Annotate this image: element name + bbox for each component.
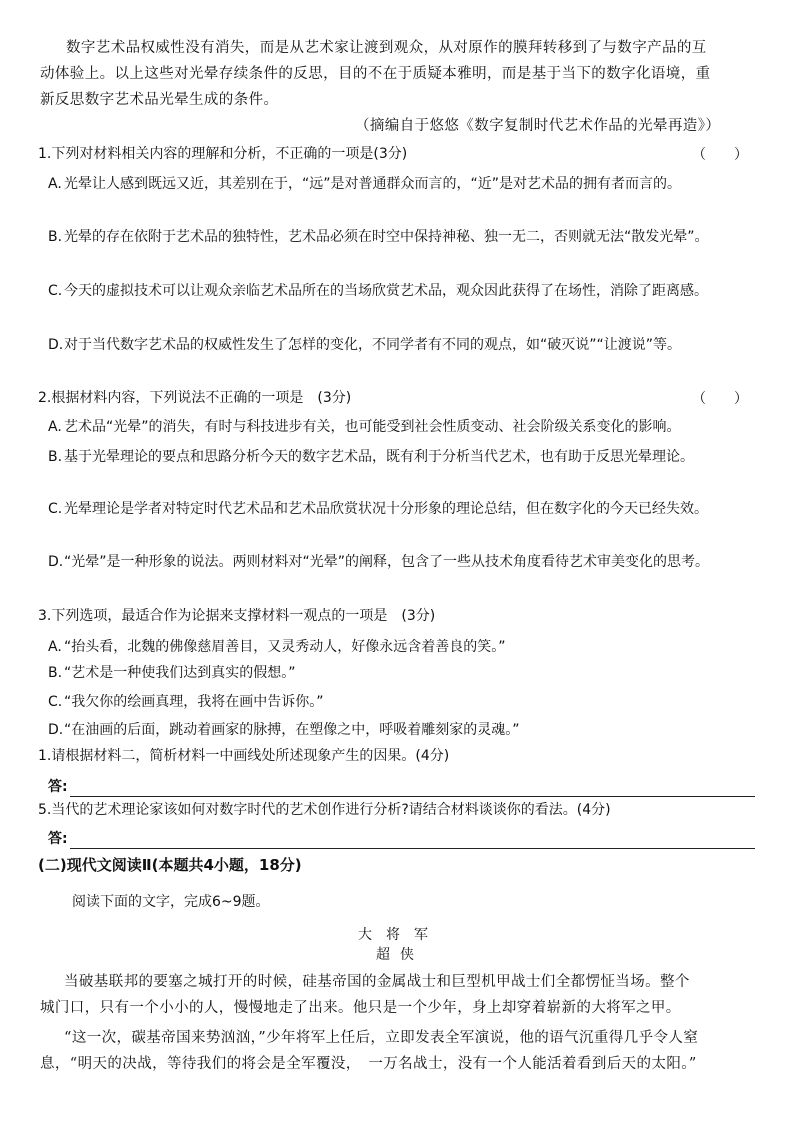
option-text: “我欠你的绘画真理，我将在画中告诉你。” (64, 694, 324, 710)
q5-answer-field[interactable] (48, 828, 755, 850)
option-letter: B. (48, 449, 63, 465)
q1-option-d[interactable] (48, 334, 754, 356)
option-text: 光晕的存在依附于艺术品的独特性，艺术品必须在时空中保持神秘、独一无二，否则就无法“散发光晕”。 (64, 229, 709, 245)
q3-option-c[interactable] (48, 691, 754, 713)
q2-bracket: （ ） (692, 391, 748, 407)
q1-option-c[interactable] (48, 280, 754, 302)
story-line-1: 当破基联邦的要塞之城打开的时候，硅基帝国的金属战士和巨型机甲战士们全都愣怔当场。整个 (64, 974, 690, 990)
q2-option-b[interactable] (48, 446, 754, 468)
story-author: 超侠 (376, 947, 424, 963)
option-letter: C. (48, 283, 63, 299)
material-source: （摘编自于悠悠《数字复制时代艺术作品的光晕再造》） (355, 118, 721, 134)
q2-option-c[interactable] (48, 498, 754, 520)
option-letter: C. (48, 694, 63, 710)
q3-option-d[interactable] (48, 719, 754, 741)
option-letter: D. (48, 554, 64, 570)
q1-option-b[interactable] (48, 226, 754, 248)
option-letter: D. (48, 337, 64, 353)
q4-answer-field[interactable] (48, 776, 755, 798)
option-text: 光晕理论是学者对特定时代艺术品和艺术品欣赏状况十分形象的理论总结，但在数字化的今天已经失效。 (64, 501, 708, 517)
option-text: 艺术品“光晕”的消失，有时与科技进步有关，也可能受到社会性质变动、社会阶级关系变化的影响。 (64, 419, 681, 435)
option-text: “抬头看，北魏的佛像慈眉善目，又灵秀动人，好像永远含着善良的笑。” (64, 639, 506, 655)
option-text: “在油画的后面，跳动着画家的脉搏，在塑像之中，呼吸着雕刻家的灵魂。” (64, 722, 520, 738)
option-text: 今天的虚拟技术可以让观众亲临艺术品所在的当场欣赏艺术品，观众因此获得了在场性，消除了距离感。 (64, 283, 708, 299)
option-letter: A. (48, 176, 62, 192)
q1-option-a[interactable] (48, 173, 754, 195)
option-text: 基于光晕理论的要点和思路分析今天的数字艺术品，既有利于分析当代艺术，也有助于反思光晕理论。 (64, 449, 694, 465)
story-line-3: “这一次，碳基帝国来势汹汹，”少年将军上任后，立即发表全军演说，他的语气沉重得几乎令人窒 (64, 1030, 699, 1046)
option-letter: A. (48, 639, 62, 655)
q4-stem: 1.请根据材料二，简析材料一中画线处所述现象产生的因果。(4分) (38, 748, 450, 764)
q2-option-d[interactable] (48, 551, 754, 573)
option-letter: A. (48, 419, 62, 435)
material-line-1: 数字艺术品权威性没有消失，而是从艺术家让渡到观众，从对原作的膜拜转移到了与数字产品的互 (66, 40, 707, 56)
material-line-3: 新反思数字艺术品光晕生成的条件。 (40, 92, 279, 108)
answer-label: 答: (48, 779, 68, 795)
q1-stem: 1.下列对材料相关内容的理解和分析，不正确的一项是(3分) (38, 146, 408, 162)
option-letter: B. (48, 229, 63, 245)
q3-stem: 3.下列选项，最适合作为论据来支撑材料一观点的一项是 (3分) (38, 608, 436, 624)
section-heading: (二)现代文阅读Ⅱ(本题共4小题，18分) (38, 856, 302, 874)
option-letter: C. (48, 501, 63, 517)
story-line-2: 城门口，只有一个小小的人，慢慢地走了出来。他只是一个少年，身上却穿着崭新的大将军之甲。 (40, 1000, 681, 1016)
option-text: 对于当代数字艺术品的权威性发生了怎样的变化，不同学者有不同的观点，如“破灭说”“让渡说”等。 (64, 337, 682, 353)
material-line-2: 动体验上。以上这些对光晕存续条件的反思，目的不在于质疑本雅明，而是基于当下的数字化语境，重 (40, 66, 711, 82)
q3-option-a[interactable] (48, 636, 754, 658)
q5-stem: 5.当代的艺术理论家该如何对数字时代的艺术创作进行分析?请结合材料谈谈你的看法。(4分) (38, 802, 611, 818)
q3-option-b[interactable] (48, 662, 754, 684)
option-text: “艺术是一种使我们达到真实的假想。” (64, 665, 296, 681)
answer-line (70, 848, 755, 849)
q2-option-a[interactable] (48, 416, 758, 438)
answer-line (70, 796, 755, 797)
option-letter: D. (48, 722, 64, 738)
reading-instruction: 阅读下面的文字，完成6~9题。 (72, 894, 270, 910)
option-text: 光晕让人感到既远又近，其差别在于，“远”是对普通群众而言的，“近”是对艺术品的拥有者而言的。 (64, 176, 682, 192)
answer-label: 答: (48, 831, 68, 847)
story-title: 大将军 (358, 927, 442, 943)
q1-bracket: （ ） (692, 147, 748, 163)
q2-stem: 2.根据材料内容，下列说法不正确的一项是 (3分) (38, 390, 352, 406)
option-text: “光晕”是一种形象的说法。两则材料对“光晕”的阐释，包含了一些从技术角度看待艺术审美变化的思考。 (64, 554, 710, 570)
option-letter: B. (48, 665, 63, 681)
story-line-4: 息，“明天的决战，等待我们的将会是全军覆没， 一万名战士，没有一个人能活着看到后天的太阳。” (40, 1056, 697, 1072)
